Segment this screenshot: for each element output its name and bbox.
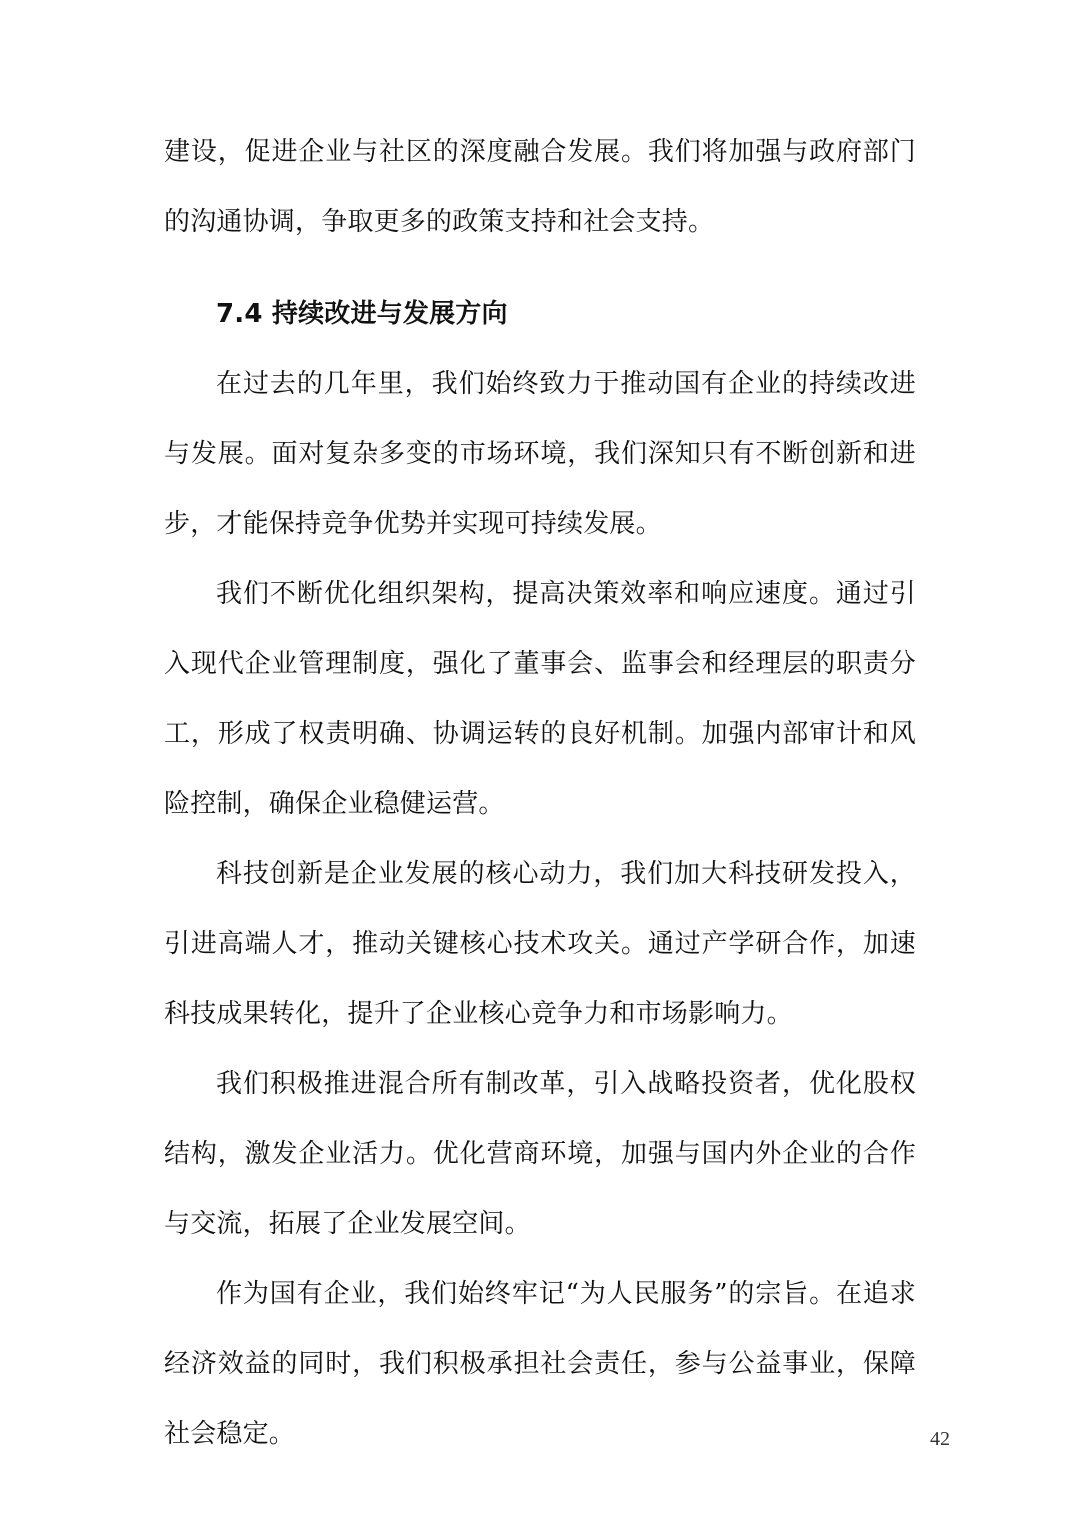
body-paragraph: 作为国有企业，我们始终牢记“为人民服务”的宗旨。在追求经济效益的同时，我们积极承担社会责任，参与公益事业，保障社会稳定。 [164, 1279, 916, 1449]
body-paragraph: 我们积极推进混合所有制改革，引入战略投资者，优化股权结构，激发企业活力。优化营商环境，加强与国内外企业的合作与交流，拓展了企业发展空间。 [164, 1069, 916, 1239]
page-number: 42 [930, 1428, 950, 1450]
body-paragraph: 科技创新是企业发展的核心动力，我们加大科技研发投入，引进高端人才，推动关键核心技术攻关。通过产学研合作，加速科技成果转化，提升了企业核心竞争力和市场影响力。 [164, 859, 916, 1029]
continuation-paragraph: 建设，促进企业与社区的深度融合发展。我们将加强与政府部门的沟通协调，争取更多的政策支持和社会支持。 [164, 137, 916, 237]
page-content [164, 117, 916, 1469]
body-paragraph: 我们不断优化组织架构，提高决策效率和响应速度。通过引入现代企业管理制度，强化了董事会、监事会和经理层的职责分工，形成了权责明确、协调运转的良好机制。加强内部审计和风险控制，确保企业稳健运营。 [164, 579, 916, 819]
section-heading: 7.4 持续改进与发展方向 [216, 299, 508, 329]
body-paragraph: 在过去的几年里，我们始终致力于推动国有企业的持续改进与发展。面对复杂多变的市场环境，我们深知只有不断创新和进步，才能保持竞争优势并实现可持续发展。 [164, 369, 916, 539]
